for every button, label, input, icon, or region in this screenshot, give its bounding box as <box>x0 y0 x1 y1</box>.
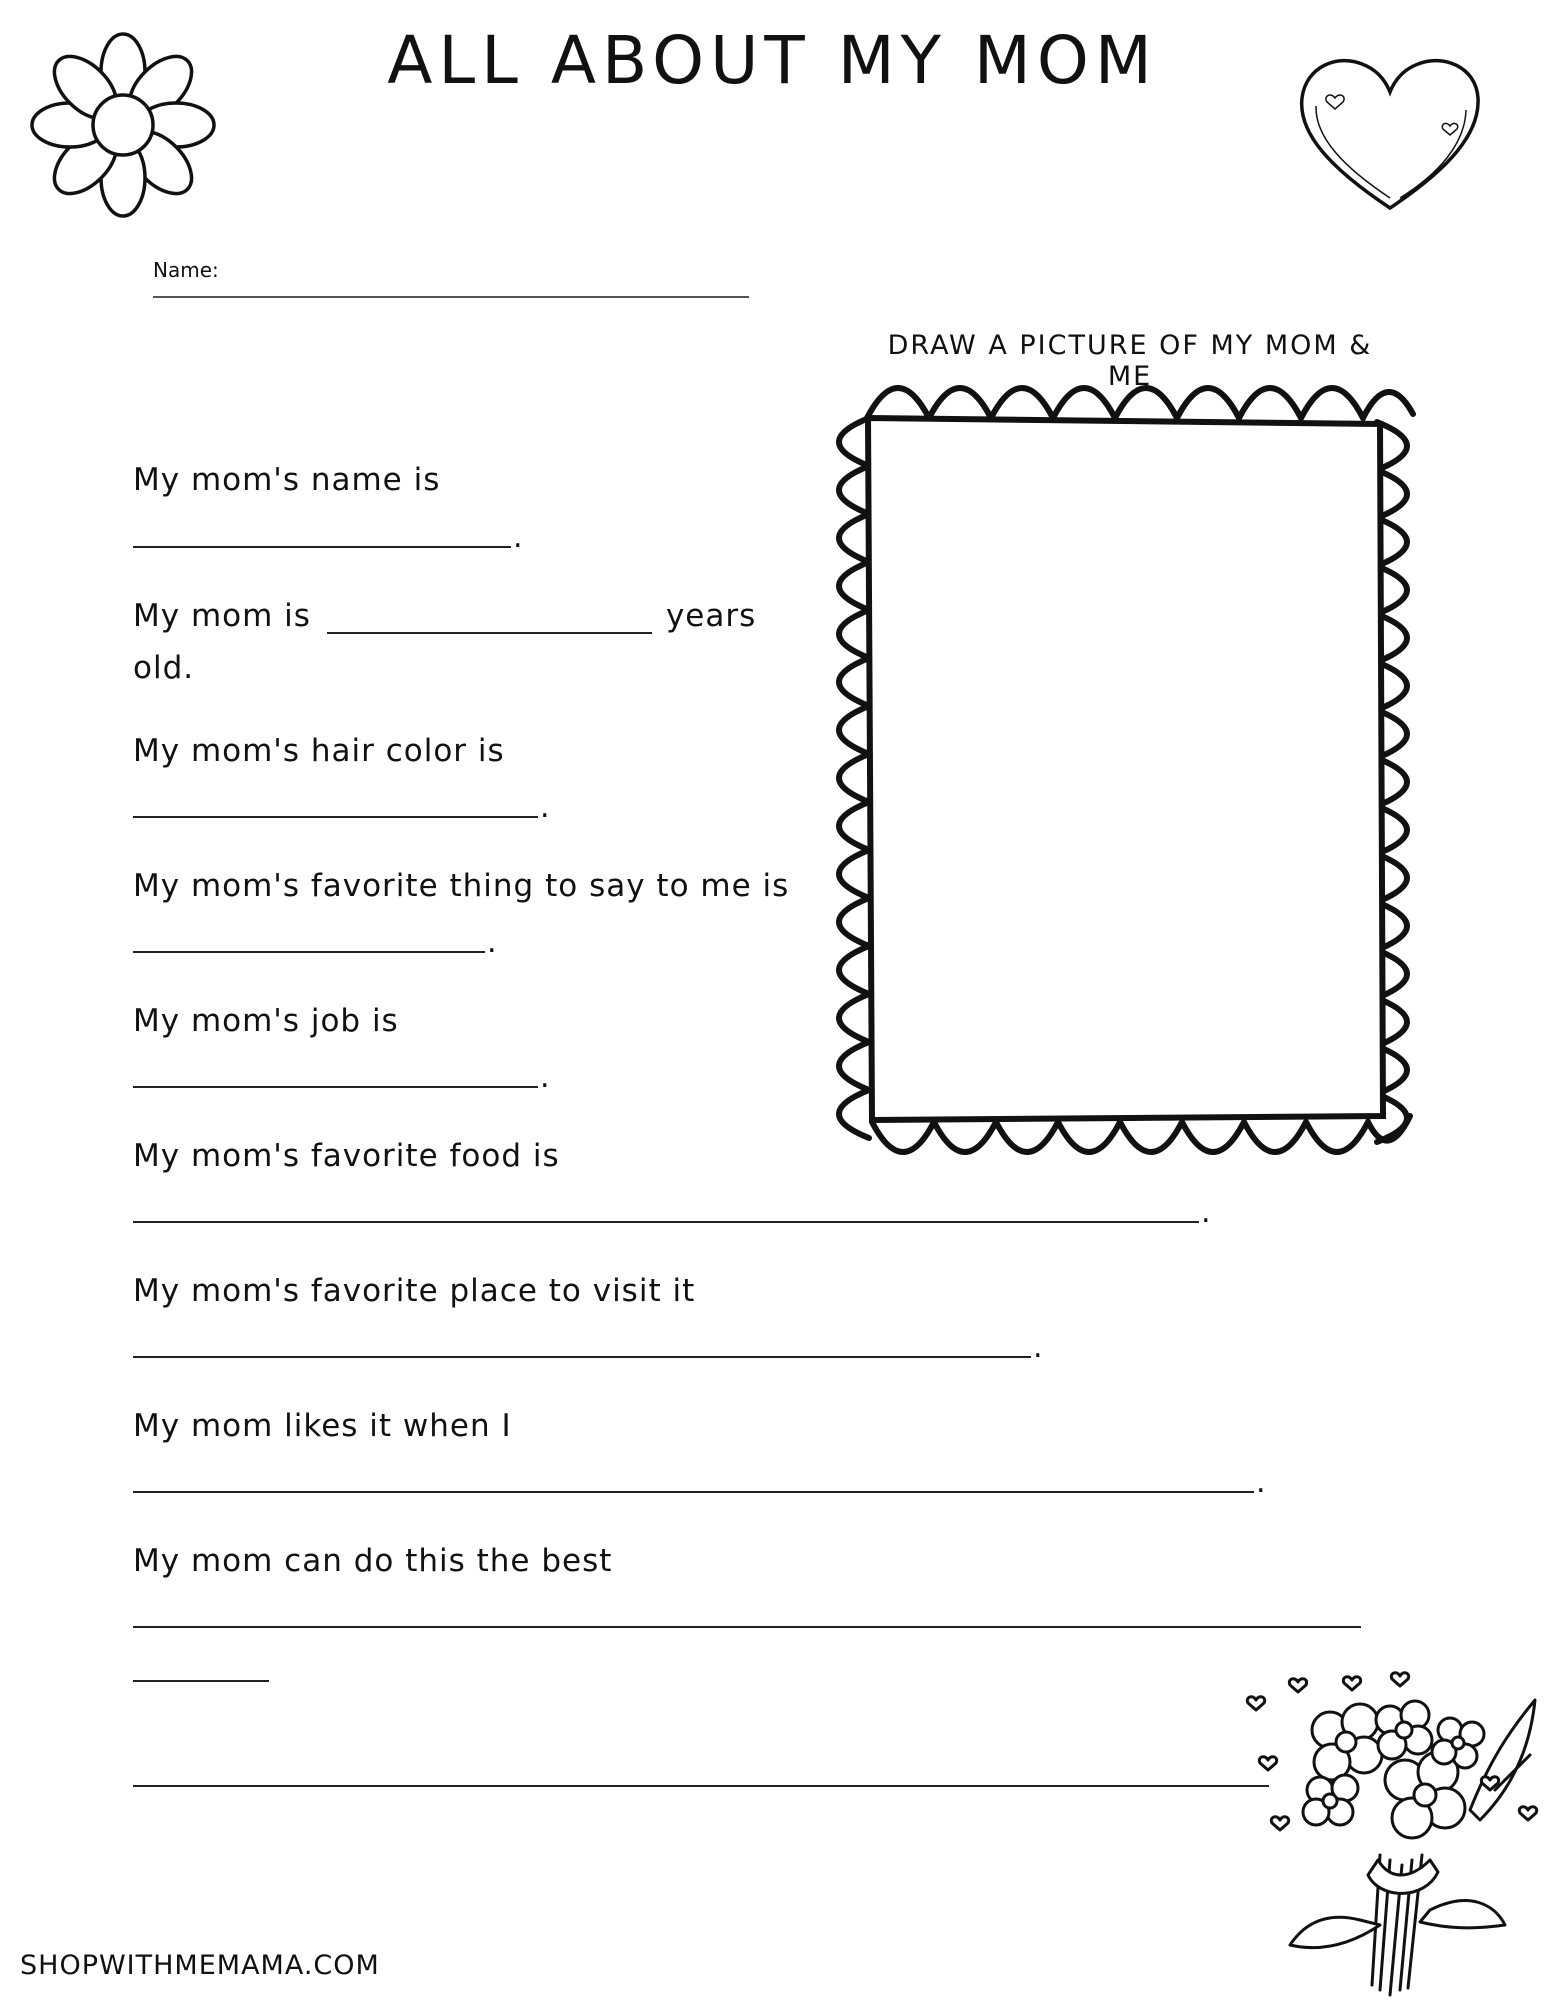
question-mom-age-suffix: years <box>665 598 757 634</box>
period: . <box>1256 1465 1266 1500</box>
name-label: Name: <box>153 258 219 282</box>
footer-website: SHOPWITHMEMAMA.COM <box>20 1950 380 1981</box>
question-favorite-food: My mom's favorite food is <box>133 1138 560 1174</box>
question-mom-job: My mom's job is <box>133 1003 399 1039</box>
question-hair-color: My mom's hair color is <box>133 733 505 769</box>
period: . <box>540 790 550 825</box>
page-title: ALL ABOUT MY MOM <box>387 22 1158 99</box>
bouquet-icon <box>1240 1660 1545 2000</box>
question-mom-name: My mom's name is <box>133 462 441 498</box>
answer-mom-age[interactable] <box>327 632 652 634</box>
answer-hair-color[interactable] <box>133 816 538 818</box>
question-mom-age-prefix: My mom is <box>133 598 311 634</box>
period: . <box>487 925 497 960</box>
name-field[interactable] <box>153 296 749 298</box>
answer-favorite-saying[interactable] <box>133 951 485 953</box>
answer-favorite-food[interactable] <box>133 1221 1199 1223</box>
picture-frame[interactable] <box>820 360 1440 1180</box>
question-does-best: My mom can do this the best <box>133 1543 613 1579</box>
answer-extra-line[interactable] <box>133 1785 1269 1787</box>
period: . <box>1033 1330 1043 1365</box>
period: . <box>540 1060 550 1095</box>
question-favorite-place: My mom's favorite place to visit it <box>133 1273 696 1309</box>
answer-likes-it-when[interactable] <box>133 1491 1254 1493</box>
heart-icon <box>1290 48 1490 218</box>
flower-icon <box>28 30 218 220</box>
answer-does-best-line-1[interactable] <box>133 1626 1361 1628</box>
period: . <box>513 520 523 555</box>
answer-favorite-place[interactable] <box>133 1356 1031 1358</box>
question-mom-age <box>133 598 756 634</box>
answer-mom-job[interactable] <box>133 1086 538 1088</box>
answer-mom-name[interactable] <box>133 546 511 548</box>
draw-caption: DRAW A PICTURE OF MY MOM & ME <box>887 330 1373 392</box>
question-likes-it-when: My mom likes it when I <box>133 1408 512 1444</box>
question-favorite-saying: My mom's favorite thing to say to me is <box>133 868 790 904</box>
answer-does-best-line-2[interactable] <box>133 1680 269 1682</box>
period: . <box>1201 1195 1211 1230</box>
question-mom-age-cont: old. <box>133 650 195 686</box>
